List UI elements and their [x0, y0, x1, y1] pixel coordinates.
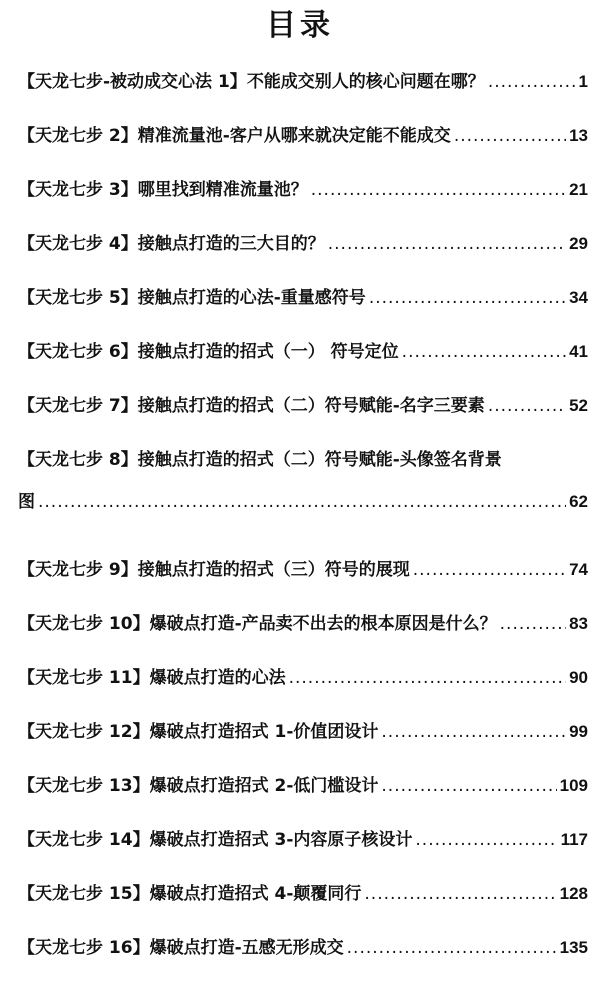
toc-entry-page: 34 [569, 288, 588, 307]
toc-entry-tag: 【天龙七步-被动成交心法 1】 [18, 72, 247, 92]
toc-entry-title-continued: 图 [18, 492, 35, 512]
toc-entry-title: 不能成交别人的核心问题在哪？ [246, 72, 485, 92]
toc-entry-title: 爆破点打造-五感无形成交 [149, 938, 344, 958]
toc-entry-page: 1 [578, 72, 588, 91]
dot-leader [415, 828, 557, 852]
toc-entry-title: 接触点打造的心法-重量感符号 [137, 288, 366, 308]
toc-entry-16[interactable] [18, 936, 588, 990]
dot-leader [488, 70, 576, 94]
toc-entry-page: 29 [569, 234, 588, 253]
toc-entry-tag: 【天龙七步 2】 [18, 126, 138, 146]
toc-entry-tag: 【天龙七步 11】 [18, 668, 150, 688]
toc-entry-tag: 【天龙七步 7】 [18, 396, 138, 416]
toc-entry-page: 41 [569, 342, 588, 361]
toc-entry-title: 爆破点打造的心法 [149, 668, 286, 688]
toc-entry-title: 哪里找到精准流量池？ [137, 180, 308, 200]
toc-entry-page: 109 [559, 776, 588, 795]
dot-leader [402, 340, 566, 364]
dot-leader [347, 936, 557, 960]
dot-leader [364, 882, 556, 906]
toc-entry-tag: 【天龙七步 12】 [18, 722, 150, 742]
table-of-contents [18, 70, 588, 990]
toc-entry-7[interactable] [18, 394, 588, 448]
toc-entry-1[interactable] [18, 70, 588, 124]
toc-entry-9[interactable] [18, 558, 588, 612]
toc-entry-8[interactable] [18, 448, 588, 558]
dot-leader [381, 720, 566, 744]
toc-entry-page: 21 [569, 180, 588, 199]
toc-entry-title: 爆破点打造招式 1-价值团设计 [149, 722, 379, 742]
dot-leader [38, 490, 566, 514]
dot-leader [311, 178, 566, 202]
toc-entry-tag: 【天龙七步 10】 [18, 614, 150, 634]
toc-entry-tag: 【天龙七步 15】 [18, 884, 150, 904]
toc-entry-tag: 【天龙七步 8】 [18, 450, 138, 470]
toc-entry-6[interactable] [18, 340, 588, 394]
toc-entry-3[interactable] [18, 178, 588, 232]
toc-entry-page: 117 [560, 830, 588, 849]
toc-entry-10[interactable] [18, 612, 588, 666]
toc-entry-tag: 【天龙七步 3】 [18, 180, 138, 200]
toc-entry-line [18, 448, 588, 472]
toc-entry-tag: 【天龙七步 9】 [18, 560, 138, 580]
toc-entry-page: 74 [569, 560, 588, 579]
toc-entry-14[interactable] [18, 828, 588, 882]
toc-entry-tag: 【天龙七步 6】 [18, 342, 138, 362]
toc-entry-title: 爆破点打造招式 4-颠覆同行 [149, 884, 362, 904]
dot-leader [328, 232, 566, 256]
toc-entry-page: 128 [559, 884, 588, 903]
toc-entry-tag: 【天龙七步 5】 [18, 288, 138, 308]
toc-entry-13[interactable] [18, 774, 588, 828]
toc-entry-title: 爆破点打造招式 3-内容原子核设计 [149, 830, 413, 850]
toc-entry-title: 接触点打造的招式（二）符号赋能-头像签名背景 [137, 450, 502, 470]
page-title: 目录 [266, 8, 334, 43]
toc-entry-title: 接触点打造的招式（一） 符号定位 [137, 342, 399, 362]
toc-entry-12[interactable] [18, 720, 588, 774]
toc-entry-title: 爆破点打造招式 2-低门槛设计 [149, 776, 379, 796]
toc-entry-title: 接触点打造的招式（三）符号的展现 [137, 560, 410, 580]
toc-entry-tag: 【天龙七步 16】 [18, 938, 150, 958]
dot-leader [289, 666, 567, 690]
dot-leader [454, 124, 566, 148]
dot-leader [500, 612, 566, 636]
toc-entry-11[interactable] [18, 666, 588, 720]
toc-entry-4[interactable] [18, 232, 588, 286]
toc-entry-page: 135 [559, 938, 588, 957]
toc-entry-title: 精准流量池-客户从哪来就决定能不能成交 [137, 126, 451, 146]
dot-leader [488, 394, 566, 418]
toc-entry-tag: 【天龙七步 4】 [18, 234, 138, 254]
toc-entry-page: 62 [569, 492, 588, 511]
toc-entry-5[interactable] [18, 286, 588, 340]
toc-entry-tag: 【天龙七步 14】 [18, 830, 150, 850]
dot-leader [381, 774, 556, 798]
toc-entry-page: 90 [569, 668, 588, 687]
toc-entry-15[interactable] [18, 882, 588, 936]
dot-leader [369, 286, 566, 310]
toc-entry-title: 爆破点打造-产品卖不出去的根本原因是什么？ [149, 614, 497, 634]
toc-entry-page: 99 [569, 722, 588, 741]
toc-entry-tag: 【天龙七步 13】 [18, 776, 150, 796]
toc-entry-2[interactable] [18, 124, 588, 178]
toc-entry-page: 13 [569, 126, 588, 145]
toc-entry-title: 接触点打造的三大目的？ [137, 234, 325, 254]
toc-entry-title: 接触点打造的招式（二）符号赋能-名字三要素 [137, 396, 485, 416]
toc-entry-page: 83 [569, 614, 588, 633]
toc-entry-page: 52 [569, 396, 588, 415]
dot-leader [413, 558, 566, 582]
toc-entry-line [18, 490, 588, 514]
